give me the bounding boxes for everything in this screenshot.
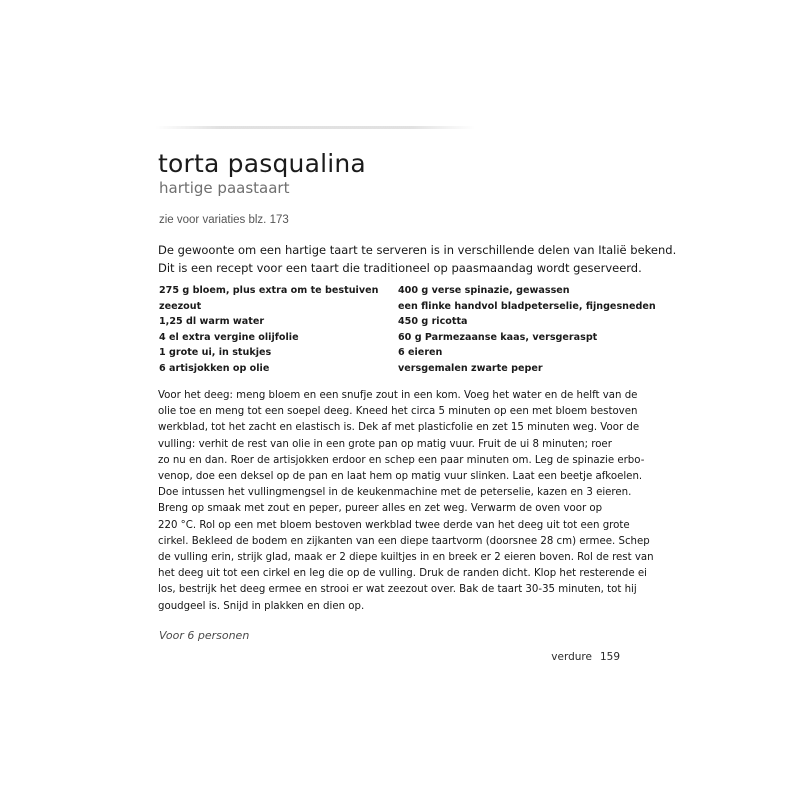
ingredient-item: 275 g bloem, plus extra om te bestuiven xyxy=(159,285,379,296)
variations-note: zie voor variaties blz. 173 xyxy=(159,214,289,226)
intro-line: Dit is een recept voor een taart die traditioneel op paasmaandag wordt geserveerd. xyxy=(158,261,642,275)
page-footer xyxy=(520,651,620,664)
recipe-subtitle: hartige paastaart xyxy=(159,179,290,197)
servings: Voor 6 personen xyxy=(159,629,250,642)
method-line: olie toe en meng tot een soepel deeg. Kneed het circa 5 minuten op een met bloem bestoven xyxy=(158,406,638,418)
method-line: vulling: verhit de rest van olie in een grote pan op matig vuur. Fruit de ui 8 minuten; roer xyxy=(158,438,612,450)
ingredients-column-left xyxy=(159,283,378,376)
method-line: goudgeel is. Snijd in plakken en dien op. xyxy=(158,600,365,612)
method-line: los, bestrijk het deeg ermee en strooi er wat zeezout over. Bak de taart 30-35 minuten, tot hij xyxy=(158,584,637,596)
method-line: Doe intussen het vullingmengsel in de keukenmachine met de peterselie, kazen en 3 eieren. xyxy=(158,487,632,499)
ingredient-item: 1,25 dl warm water xyxy=(159,316,265,327)
method-line: werkblad, tot het zacht en elastisch is. Dek af met plasticfolie en zet 15 minuten weg. Voor de xyxy=(158,422,640,434)
recipe-title: torta pasqualina xyxy=(158,149,366,178)
ingredient-item: 1 grote ui, in stukjes xyxy=(159,347,272,358)
header-rule xyxy=(155,126,475,129)
ingredient-item: zeezout xyxy=(159,300,202,312)
section-name: verdure xyxy=(551,651,592,663)
ingredient-item: versgemalen zwarte peper xyxy=(398,362,543,374)
ingredient-item: 450 g ricotta xyxy=(398,316,468,327)
ingredient-item: 400 g verse spinazie, gewassen xyxy=(398,285,570,296)
method-line: het deeg uit tot een cirkel en leg die op de vulling. Druk de randen dicht. Klop het resterende ei xyxy=(158,568,647,580)
method-line: venop, doe een deksel op de pan en laat hem op matig vuur slinken. Laat een beetje afkoelen. xyxy=(158,471,643,483)
ingredient-item: 4 el extra vergine olijfolie xyxy=(159,331,299,343)
ingredient-item: 6 artisjokken op olie xyxy=(159,362,270,374)
method-line: cirkel. Bekleed de bodem en zijkanten van een diepe taartvorm (doorsnee 28 cm) ermee. Schep xyxy=(158,535,650,547)
recipe-method xyxy=(158,388,654,615)
intro-line: De gewoonte om een hartige taart te serveren is in verschillende delen van Italië bekend. xyxy=(158,243,677,257)
recipe-intro xyxy=(158,241,677,277)
page-number: 159 xyxy=(599,651,620,663)
method-line: Voor het deeg: meng bloem en een snufje zout in een kom. Voeg het water en de helft van de xyxy=(158,390,638,401)
method-line: de vulling erin, strijk glad, maak er 2 diepe kuiltjes in en breek er 2 eieren boven. Rol de rest van xyxy=(158,552,654,564)
ingredients-column-right xyxy=(398,283,656,376)
method-line: Breng op smaak met zout en peper, pureer alles en zet weg. Verwarm de oven voor op xyxy=(158,503,603,515)
ingredient-item: 6 eieren xyxy=(398,347,443,358)
method-line: zo nu en dan. Roer de artisjokken erdoor en schep een paar minuten om. Leg de spinazie erbo- xyxy=(158,454,645,466)
ingredient-item: 60 g Parmezaanse kaas, versgeraspt xyxy=(398,331,598,343)
ingredient-item: een flinke handvol bladpeterselie, fijngesneden xyxy=(398,300,656,312)
method-line: 220 °C. Rol op een met bloem bestoven werkblad twee derde van het deeg uit tot een grote xyxy=(158,519,630,531)
